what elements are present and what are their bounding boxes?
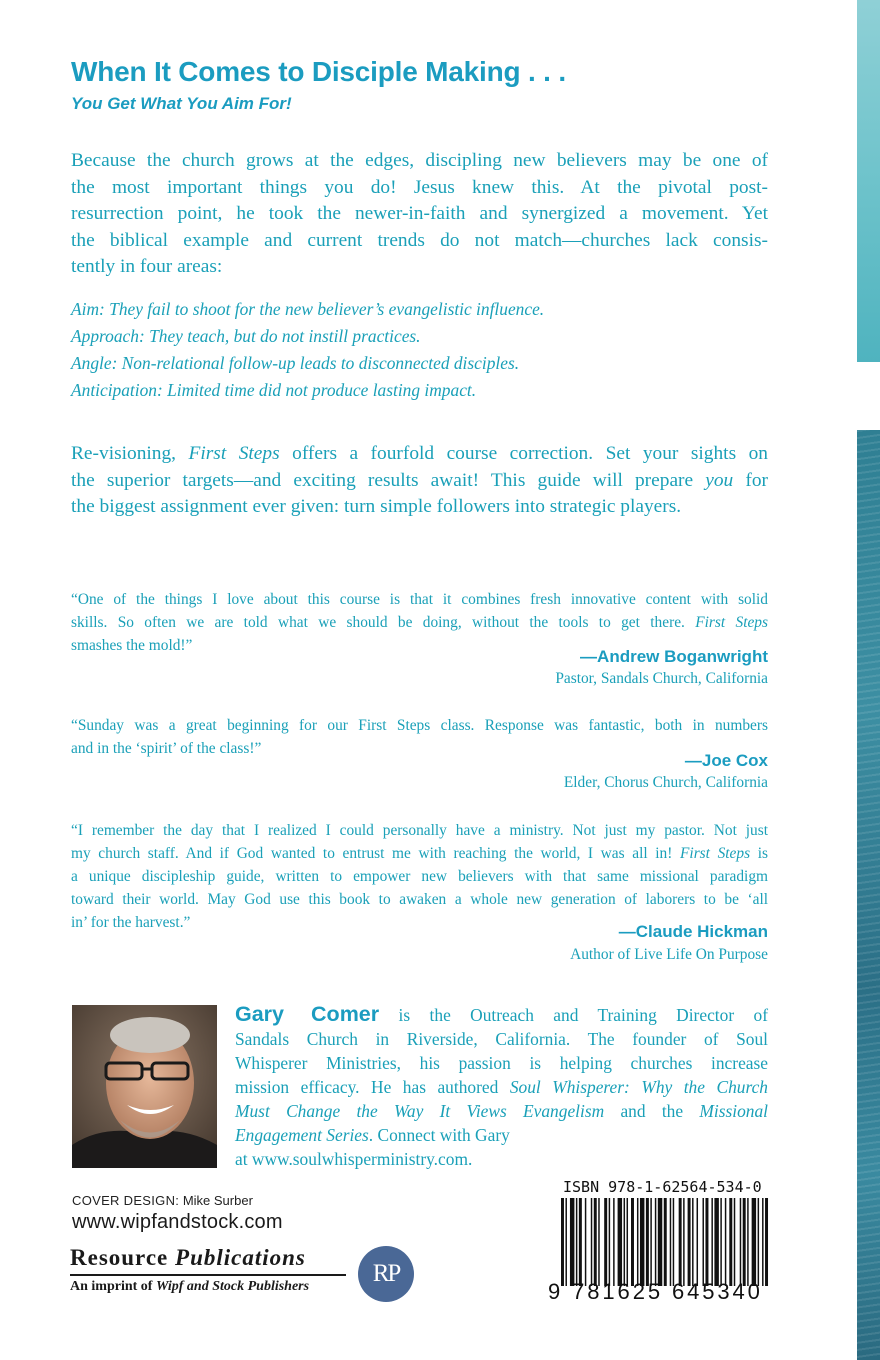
- book-title-italic: Missional: [699, 1101, 768, 1121]
- barcode-bar: [743, 1198, 746, 1286]
- isbn-label: ISBN 978-1-62564-534-0: [563, 1178, 762, 1196]
- barcode-bar: [747, 1198, 748, 1286]
- barcode-bar: [627, 1198, 628, 1286]
- barcode-bar: [609, 1198, 610, 1286]
- endorser-role: Author of Live Life On Purpose: [570, 946, 768, 963]
- intro-line: Because the church grows at the edges, discipling new believers may be one of: [71, 150, 768, 171]
- credit-label: COVER DESIGN:: [72, 1193, 180, 1208]
- bio-line: at www.soulwhisperministry.com.: [235, 1149, 473, 1169]
- credit-name: Mike Surber: [179, 1193, 253, 1208]
- quote-line: [71, 611, 768, 634]
- sea-photo-strip-top: [857, 0, 880, 362]
- book-title-italic: First Steps: [680, 845, 751, 862]
- book-title-italic: Must Change the Way It Views Evangelism: [235, 1101, 605, 1121]
- publisher-website: www.wipfandstock.com: [72, 1211, 283, 1233]
- barcode-bar: [702, 1198, 703, 1286]
- revision-line: [71, 441, 768, 468]
- barcode-bar: [752, 1198, 756, 1286]
- book-title-italic: First Steps: [695, 614, 768, 631]
- cover-design-credit: [72, 1193, 253, 1208]
- publisher-name: [70, 1245, 306, 1271]
- area-approach: Approach: They teach, but do not instill practices.: [71, 326, 421, 346]
- revision-paragraph: [71, 441, 768, 521]
- text-run-italic: Publications: [175, 1245, 306, 1270]
- barcode-bar: [585, 1198, 586, 1286]
- text-run: and the: [604, 1101, 700, 1121]
- barcode-bar: [658, 1198, 662, 1286]
- barcode-bar: [655, 1198, 656, 1286]
- endorser-name: —Claude Hickman: [618, 922, 768, 941]
- publisher-rule: [70, 1274, 346, 1276]
- text-run: skills. So often we are told what we should be doing, without the tools to get there.: [71, 614, 696, 631]
- strip-gap: [857, 362, 880, 430]
- endorsement-quote: [71, 819, 768, 934]
- text-run: . Connect with Gary: [368, 1125, 510, 1145]
- barcode-bar: [618, 1198, 622, 1286]
- quote-line: “I remember the day that I realized I could personally have a ministry. Not just my pastor. Not just: [71, 822, 768, 839]
- barcode-bar: [729, 1198, 732, 1286]
- text-run: offers a fourfold course correction. Set your sights on: [279, 443, 768, 464]
- author-bio: [235, 1002, 768, 1171]
- text-run: the superior targets—and exciting results await! This guide will prepare: [71, 469, 706, 491]
- area-anticipation: Anticipation: Limited time did not produce lasting impact.: [71, 380, 477, 400]
- barcode-digits: 9 781625 645340: [548, 1279, 763, 1304]
- book-title-italic: Engagement Series: [235, 1125, 369, 1145]
- text-run-italic: Wipf and Stock Publishers: [155, 1279, 310, 1294]
- subheadline: You Get What You Aim For!: [71, 94, 292, 113]
- quote-line: “Sunday was a great beginning for our First Steps class. Response was fantastic, both in numbers: [71, 717, 768, 734]
- intro-line: the biblical example and current trends do not match—churches lack consis-: [71, 229, 768, 251]
- barcode-bar: [725, 1198, 726, 1286]
- text-run: Resource: [70, 1245, 176, 1270]
- author-name: Gary Comer: [235, 1002, 380, 1026]
- area-aim: Aim: They fail to shoot for the new believer’s evangelistic influence.: [71, 299, 545, 319]
- quote-line: a unique discipleship guide, written to empower new believers with that same missional paradigm: [71, 868, 768, 885]
- four-areas-list: [71, 296, 768, 404]
- headline: When It Comes to Disciple Making . . .: [71, 56, 566, 87]
- revision-line: [71, 468, 768, 495]
- bio-line: [235, 1099, 768, 1123]
- intro-line: tently in four areas:: [71, 256, 223, 277]
- author-photo: [72, 1005, 217, 1168]
- bio-line: Sandals Church in Riverside, California. The founder of Soul: [235, 1029, 768, 1049]
- barcode-bar: [679, 1198, 682, 1286]
- barcode-bar: [714, 1198, 718, 1286]
- publisher-logo: RP: [358, 1246, 414, 1302]
- barcode-bar: [576, 1198, 577, 1286]
- book-title-italic: First Steps: [188, 443, 280, 464]
- barcode-bars: [561, 1198, 771, 1286]
- barcode-bar: [604, 1198, 607, 1286]
- barcode-bar: [613, 1198, 614, 1286]
- endorser-role: Pastor, Sandals Church, California: [555, 670, 768, 687]
- barcode-bar: [570, 1198, 574, 1286]
- barcode-bar: [591, 1198, 592, 1286]
- barcode-bar: [762, 1198, 763, 1286]
- revision-line: the biggest assignment ever given: turn simple followers into strategic players.: [71, 496, 682, 517]
- publisher-imprint: [70, 1279, 309, 1295]
- barcode-bar: [579, 1198, 582, 1286]
- barcode-bar: [640, 1198, 644, 1286]
- endorser-name: —Andrew Boganwright: [580, 647, 768, 666]
- quote-line: toward their world. May God use this book to awaken a whole new generation of laborers to be ‘all: [71, 891, 768, 908]
- barcode-bar: [705, 1198, 708, 1286]
- book-title-italic: Soul Whisperer: Why the Church: [509, 1077, 768, 1097]
- bio-line: Whisperer Ministries, his passion is helping churches increase: [235, 1053, 768, 1073]
- quote-line: in’ for the harvest.”: [71, 914, 191, 931]
- bio-line: [235, 1002, 768, 1027]
- barcode-bar: [637, 1198, 638, 1286]
- barcode-bar: [624, 1198, 625, 1286]
- text-run: for: [733, 469, 768, 491]
- quote-line: smashes the mold!”: [71, 637, 193, 654]
- barcode-bar: [692, 1198, 693, 1286]
- barcode-bar: [765, 1198, 768, 1286]
- quote-line: “One of the things I love about this course is that it combines fresh innovative content with solid: [71, 591, 768, 608]
- barcode-bar: [734, 1198, 735, 1286]
- barcode-bar: [711, 1198, 712, 1286]
- quote-line: [71, 842, 768, 865]
- barcode-bar: [670, 1198, 671, 1286]
- barcode-bar: [697, 1198, 698, 1286]
- bio-line: [235, 1075, 768, 1099]
- endorser-name: —Joe Cox: [684, 751, 768, 770]
- barcode-bar: [598, 1198, 599, 1286]
- intro-line: the most important things you do! Jesus knew this. At the pivotal post-: [71, 176, 768, 198]
- barcode-bar: [650, 1198, 651, 1286]
- text-run: mission efficacy. He has authored: [235, 1077, 510, 1097]
- barcode-bar: [646, 1198, 649, 1286]
- area-angle: Angle: Non-relational follow-up leads to disconnected disciples.: [71, 353, 520, 373]
- emphasis-italic: you: [705, 469, 734, 491]
- barcode-bar: [720, 1198, 721, 1286]
- text-run: Re-visioning,: [71, 443, 189, 464]
- intro-paragraph: [71, 148, 768, 281]
- bio-line: [235, 1123, 768, 1147]
- barcode-bar: [688, 1198, 691, 1286]
- barcode-bar: [673, 1198, 674, 1286]
- intro-line: resurrection point, he took the newer-in-faith and synergized a movement. Yet: [71, 203, 768, 224]
- barcode-bar: [631, 1198, 634, 1286]
- text-run: is: [750, 845, 768, 862]
- barcode-bar: [565, 1198, 566, 1286]
- quote-line: and in the ‘spirit’ of the class!”: [71, 740, 262, 757]
- text-run: An imprint of: [70, 1279, 156, 1294]
- author-portrait: [72, 1005, 217, 1168]
- text-run: my church staff. And if God wanted to entrust me with reaching the world, I was all in!: [71, 845, 681, 862]
- barcode-bar: [758, 1198, 759, 1286]
- barcode-bar: [664, 1198, 667, 1286]
- barcode-bar: [561, 1198, 564, 1286]
- sea-photo-strip-bottom: [857, 430, 880, 1360]
- barcode-bar: [740, 1198, 741, 1286]
- barcode-bar: [683, 1198, 684, 1286]
- barcode-bar: [594, 1198, 597, 1286]
- endorsement-quote: [71, 714, 768, 760]
- text-run: is the Outreach and Training Director of: [379, 1005, 768, 1025]
- endorser-role: Elder, Chorus Church, California: [563, 774, 768, 791]
